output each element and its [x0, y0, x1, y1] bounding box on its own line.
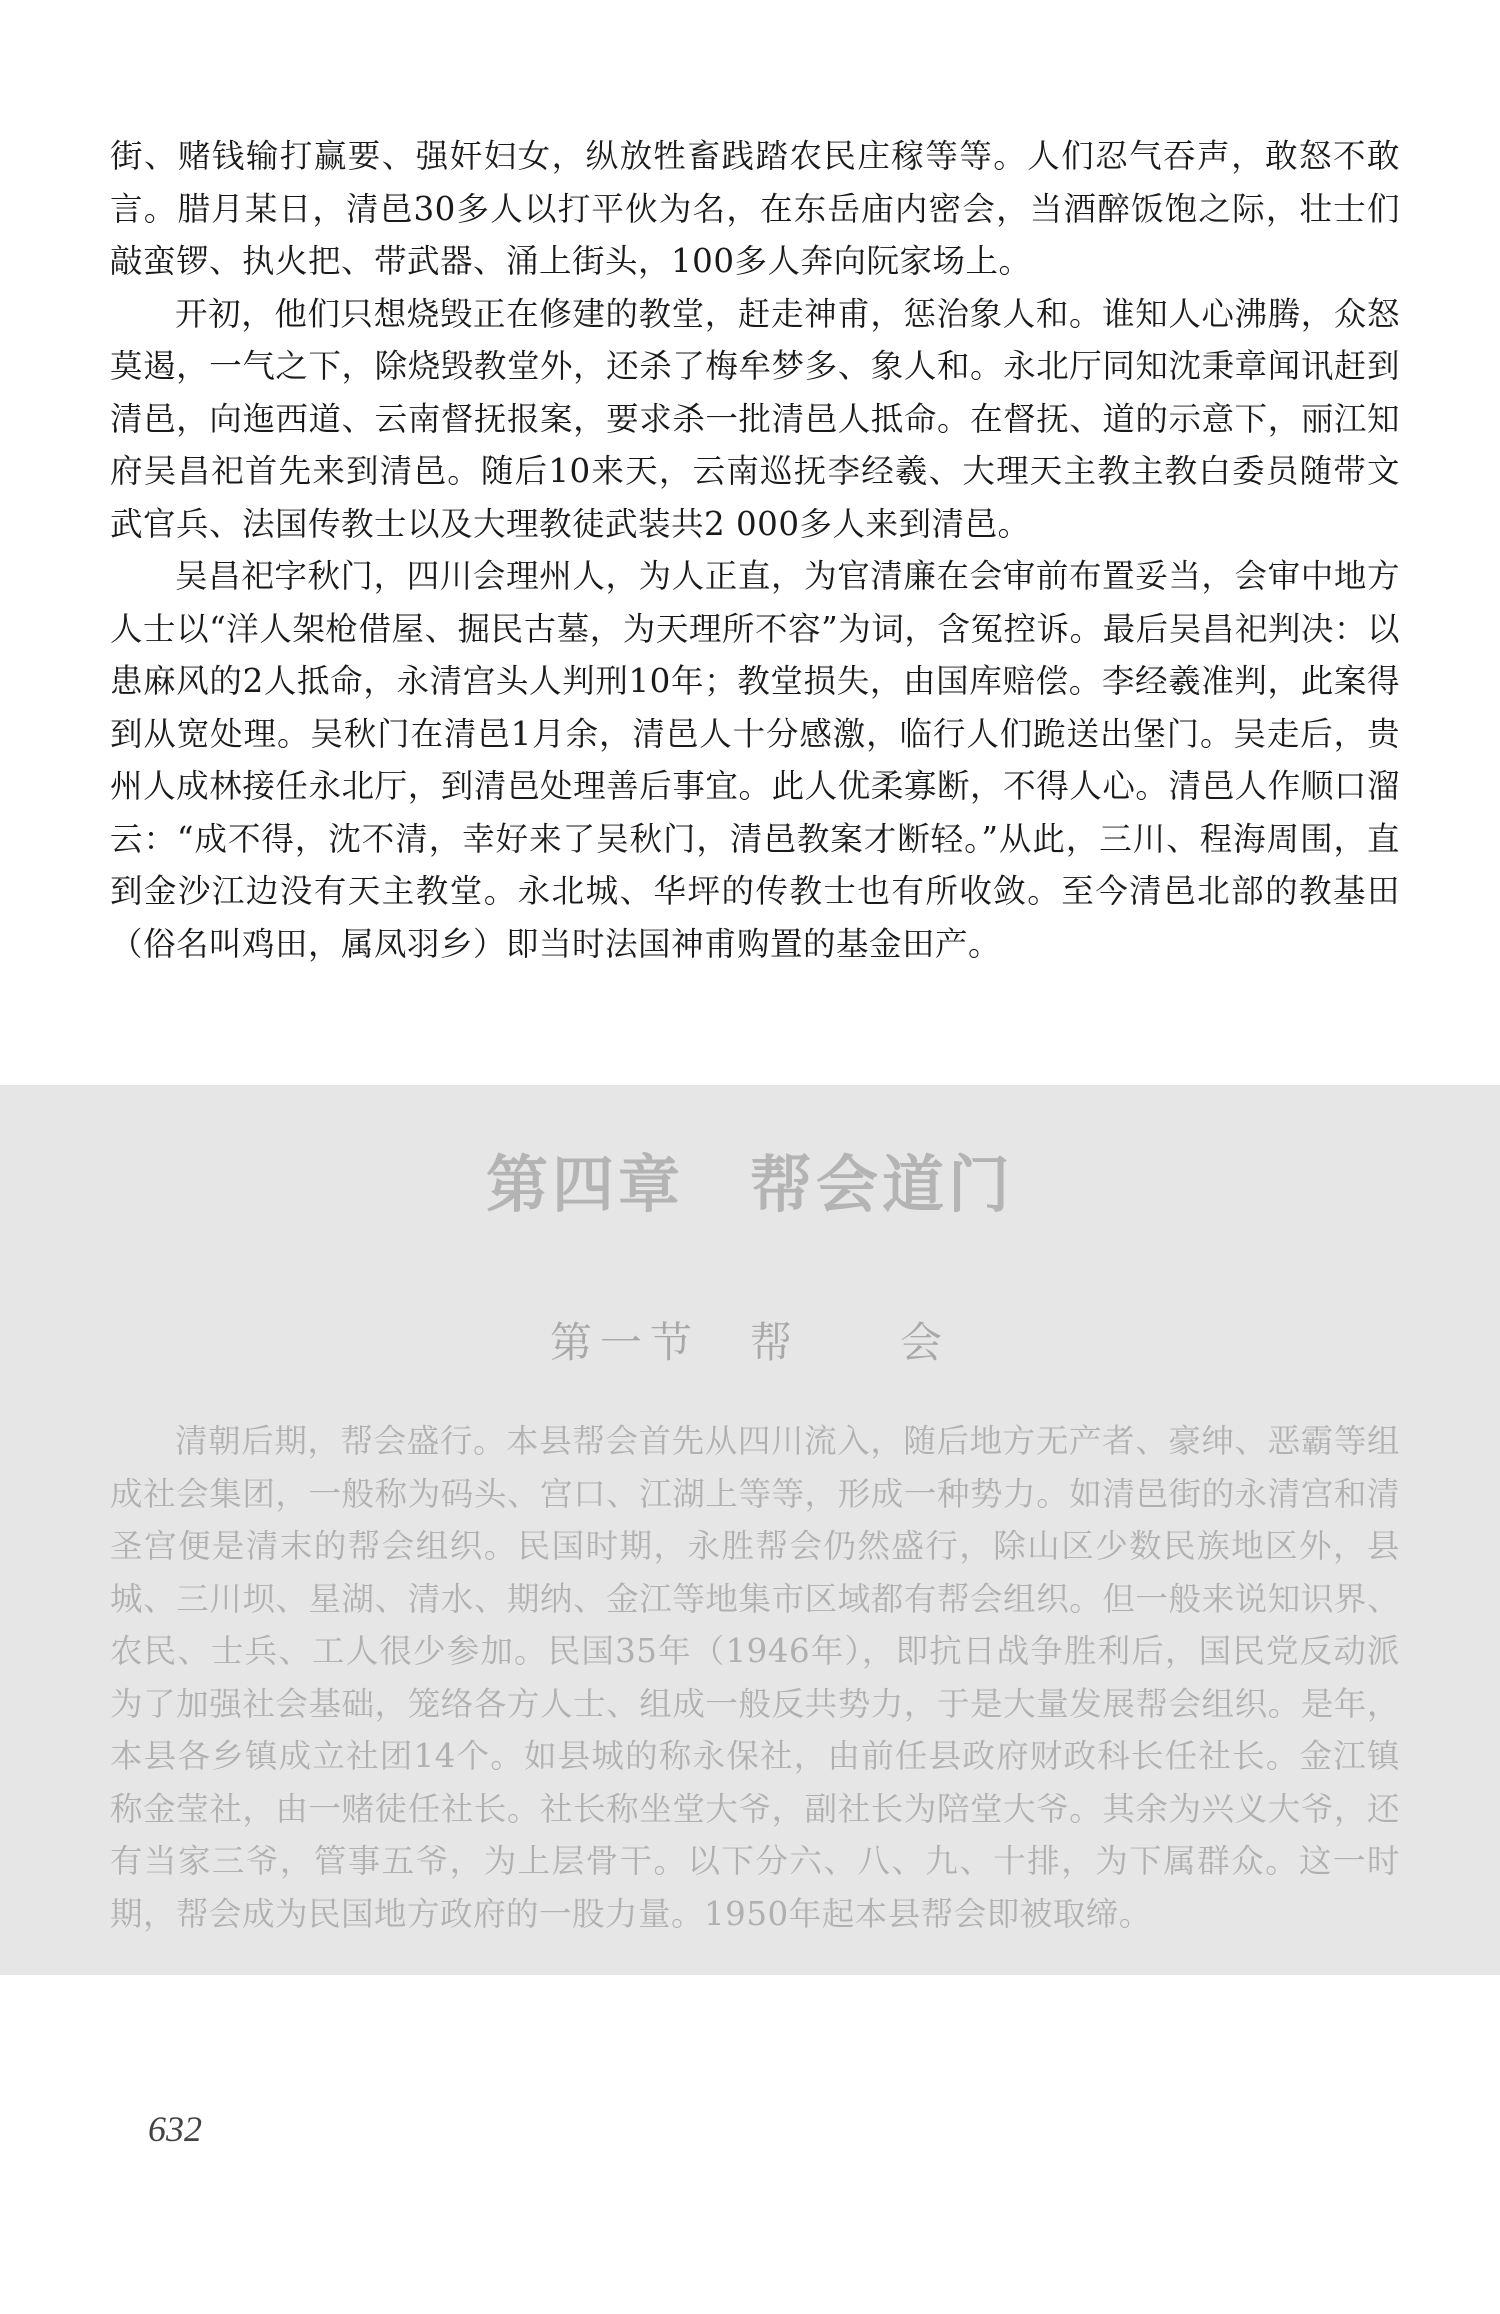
page-number: 632 [148, 2109, 202, 2149]
section-title: 第一节 帮 会 [549, 1318, 950, 1367]
previous-section-text [110, 130, 1400, 970]
paragraph-gangs: 清朝后期，帮会盛行。本县帮会首先从四川流入，随后地方无产者、豪绅、恶霸等组成社会集团，一般称为码头、宫口、江湖上等等，形成一种势力。如清邑街的永清宫和清圣宫便是清末的帮会组织。民国时期，永胜帮会仍然盛行，除山区少数民族地区外，县城、三川坝、星湖、清水、期纳、金江等地集市区域都有帮会组织。但一般来说知识界、农民、士兵、工人很少参加。民国35年（1946年），即抗日战争胜利后，国民党反动派为了加强社会基础，笼络各方人士、组成一般反共势力，于是大量发展帮会组织。是年，本县各乡镇成立社团14个。如县城的称永保社，由前任县政府财政科长任社长。金江镇称金莹社，由一赌徒任社长。社长称坐堂大爷，副社长为陪堂大爷。其余为兴义大爷，还有当家三爷，管事五爷，为上层骨干。以下分六、八、九、十排，为下属群众。这一时期，帮会成为民国地方政府的一股力量。1950年起本县帮会即被取缔。 [110, 1422, 1400, 1933]
paragraph-wu-changsi: 吴昌祀字秋门，四川会理州人，为人正直，为官清廉在会审前布置妥当，会审中地方人士以“洋人架枪借屋、掘民古墓，为天理所不容”为词，含冤控诉。最后吴昌祀判决：以患麻风的2人抵命，永清宫头人判刑10年；教堂损失，由国库赔偿。李经羲准判，此案得到从宽处理。吴秋门在清邑1月余，清邑人十分感激，临行人们跪送出堡门。吴走后，贵州人成林接任永北厅，到清邑处理善后事宜。此人优柔寡断，不得人心。清邑人作顺口溜云：“成不得，沈不清，幸好来了吴秋门，清邑教案才断轻。”从此，三川、程海周围，直到金沙江边没有天主教堂。永北城、华坪的传教士也有所收敛。至今清邑北部的教基田（俗名叫鸡田，属凤羽乡）即当时法国神甫购置的基金田产。 [110, 557, 1400, 963]
paragraph-church-burning: 开初，他们只想烧毁正在修建的教堂，赶走神甫，惩治象人和。谁知人心沸腾，众怒莫遏，一气之下，除烧毁教堂外，还杀了梅牟梦多、象人和。永北厅同知沈秉章闻讯赶到清邑，向迤西道、云南督抚报案，要求杀一批清邑人抵命。在督抚、道的示意下，丽江知府吴昌祀首先来到清邑。随后10来天，云南巡抚李经羲、大理天主教主教白委员随带文武官兵、法国传教士以及大理教徒武装共2 000多人来到清邑。 [110, 294, 1400, 543]
section-body [110, 1415, 1400, 1940]
chapter-title: 第四章 帮会道门 [485, 1148, 1014, 1221]
paragraph-riot: 街、赌钱输打赢要、强奸妇女，纵放牲畜践踏农民庄稼等等。人们忍气吞声，敢怒不敢言。腊月某日，清邑30多人以打平伙为名，在东岳庙内密会，当酒醉饭饱之际，壮士们敲蛮锣、执火把、带武器、涌上街头，100多人奔向阮家场上。 [110, 137, 1400, 280]
